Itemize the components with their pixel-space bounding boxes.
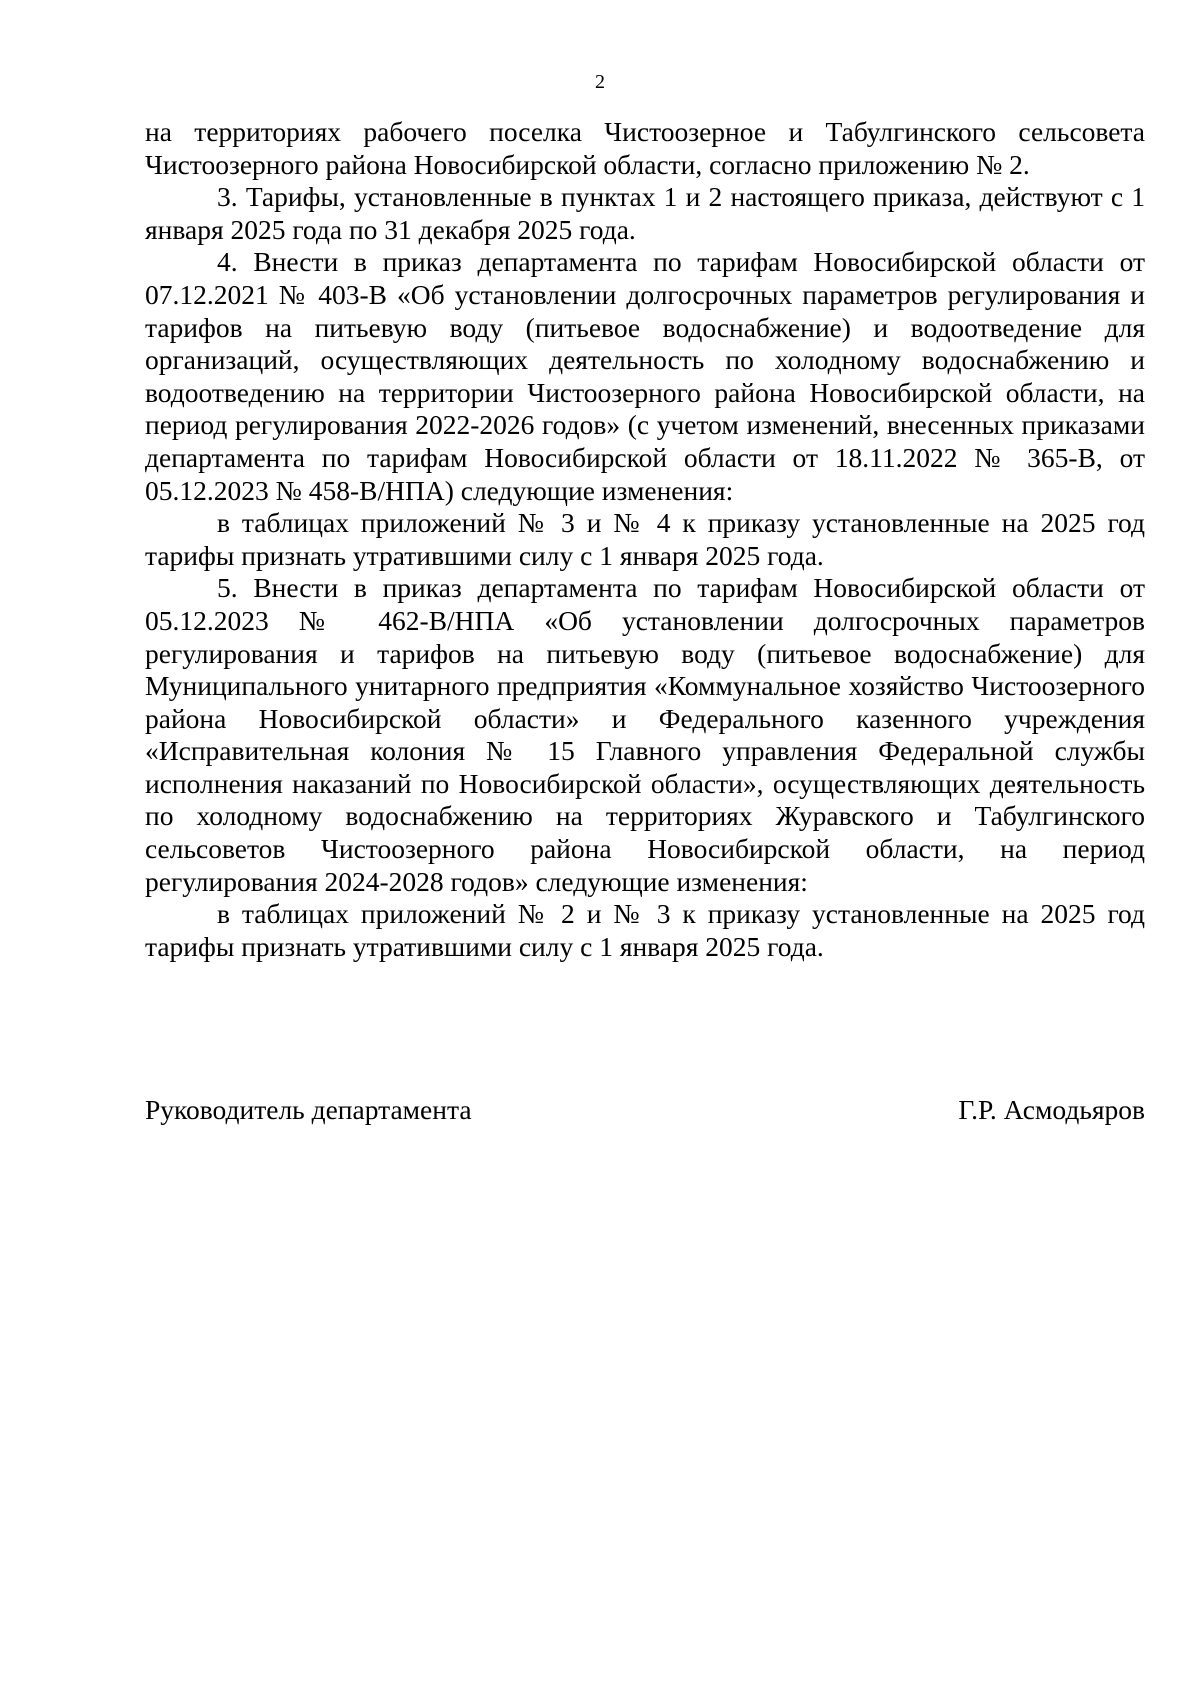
- signature-block: [145, 1094, 1145, 1126]
- signature-position: Руководитель департамента: [145, 1094, 472, 1125]
- paragraph-item-4-change: в таблицах приложений № 3 и № 4 к приказу установленные на 2025 год тарифы признать утратившими силу с 1 января 2025 года.: [145, 507, 1145, 571]
- page-number: 2: [595, 71, 605, 93]
- paragraph-item-5-change: в таблицах приложений № 2 и № 3 к приказу установленные на 2025 год тарифы признать утратившими силу с 1 января 2025 года.: [145, 898, 1145, 962]
- paragraph-item-3: 3. Тарифы, установленные в пунктах 1 и 2 настоящего приказа, действуют с 1 января 2025 года по 31 декабря 2025 года.: [145, 181, 1145, 245]
- paragraph-item-4: 4. Внести в приказ департамента по тарифам Новосибирской области от 07.12.2021 № 403-В «Об установлении долгосрочных параметров регулирования и тарифов на питьевую воду (питьевое водоснабжение) и водоотведение для организаций, осуществляющих деятельность по холодному водоснабжению и водоотведению на территории Чистоозерного района Новосибирской области, на период регулирования 2022-2026 годов» (с учетом изменений, внесенных приказами департамента по тарифам Новосибирской области от 18.11.2022 № 365-В, от 05.12.2023 № 458-В/НПА) следующие изменения:: [145, 246, 1145, 506]
- paragraph-continuation: на территориях рабочего поселка Чистоозерное и Табулгинского сельсовета Чистоозерного района Новосибирской области, согласно приложению № 2.: [145, 116, 1145, 180]
- paragraph-item-5: 5. Внести в приказ департамента по тарифам Новосибирской области от 05.12.2023 № 462-В/НПА «Об установлении долгосрочных параметров регулирования и тарифов на питьевую воду (питьевое водоснабжение) для Муниципального унитарного предприятия «Коммунальное хозяйство Чистоозерного района Новосибирской области» и Федерального казенного учреждения «Исправительная колония № 15 Главного управления Федеральной службы исполнения наказаний по Новосибирской области», осуществляющих деятельность по холодному водоснабжению на территориях Журавского и Табулгинского сельсоветов Чистоозерного района Новосибирской области, на период регулирования 2024-2028 годов» следующие изменения:: [145, 572, 1145, 897]
- document-body: [145, 116, 1145, 963]
- signature-name: Г.Р. Асмодьяров: [958, 1094, 1145, 1125]
